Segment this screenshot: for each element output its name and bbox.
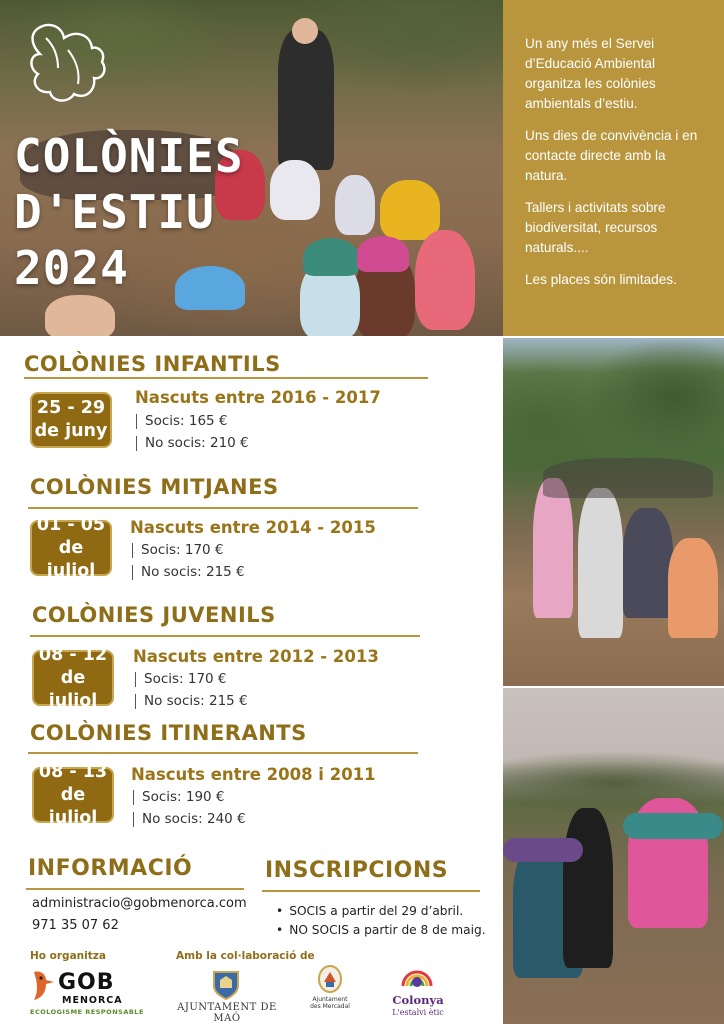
birth-years: Nascuts entre 2008 i 2011 bbox=[131, 765, 376, 784]
date-range: 08 - 13 bbox=[38, 761, 108, 782]
intro-panel bbox=[503, 0, 724, 336]
price-members: Socis: 190 € bbox=[133, 790, 225, 805]
date-badge bbox=[30, 514, 112, 581]
bird-icon bbox=[30, 968, 56, 1002]
list-item: • SOCIS a partir del 29 d’abril. bbox=[276, 902, 486, 921]
birth-years: Nascuts entre 2014 - 2015 bbox=[130, 518, 376, 537]
price-members: Socis: 170 € bbox=[132, 543, 224, 558]
price-members: Socis: 165 € bbox=[136, 414, 228, 429]
intro-paragraph: Tallers i activitats sobre biodiversitat, recursos naturals.... bbox=[525, 200, 666, 255]
birth-years: Nascuts entre 2016 - 2017 bbox=[135, 388, 381, 407]
colonya-rainbow-icon bbox=[400, 962, 434, 992]
hero-title-line3: 2024 bbox=[14, 241, 129, 295]
mercadal-line2: des Mercadal bbox=[310, 1003, 350, 1010]
colonya-logo-tagline: L'estalvi ètic bbox=[392, 1008, 444, 1017]
intro-paragraph: Les places són limitades. bbox=[525, 272, 677, 287]
section-divider bbox=[30, 635, 420, 637]
hero-photo bbox=[0, 0, 503, 336]
registration-title: INSCRIPCIONS bbox=[265, 858, 449, 883]
price-non-members: No socis: 240 € bbox=[133, 812, 246, 827]
hero-title-line1: COLÒNIES bbox=[14, 129, 244, 183]
date-range: 25 - 29 bbox=[36, 398, 106, 418]
date-badge bbox=[32, 644, 114, 711]
gob-logo-tagline: ECOLOGISME RESPONSABLE bbox=[30, 1008, 144, 1016]
price-members: Socis: 170 € bbox=[135, 672, 227, 687]
email-link[interactable]: administracio@gobmenorca.com bbox=[32, 896, 247, 911]
mao-logo-text: AJUNTAMENT DE MAÓ bbox=[177, 1002, 277, 1024]
intro-paragraph: Un any més el Servei d’Educació Ambiental organitza les colònies ambientals d’estiu. bbox=[525, 36, 656, 111]
section-divider bbox=[262, 890, 480, 892]
gob-logo-name: GOB bbox=[58, 970, 115, 995]
section-title-juvenils: COLÒNIES JUVENILS bbox=[32, 603, 276, 627]
section-divider bbox=[24, 377, 428, 379]
hikers-photo bbox=[503, 688, 724, 1024]
intro-paragraph: Uns dies de convivència i en contacte directe amb la natura. bbox=[525, 128, 698, 183]
date-month: de juliol bbox=[46, 537, 96, 581]
gob-logo-region: MENORCA bbox=[62, 995, 123, 1006]
mercadal-line1: Ajuntament bbox=[312, 996, 348, 1003]
phone-number[interactable]: 971 35 07 62 bbox=[32, 918, 119, 933]
price-non-members: No socis: 210 € bbox=[136, 436, 249, 451]
organizer-label: Ho organitza bbox=[30, 950, 106, 962]
date-range: 01 - 05 bbox=[36, 514, 106, 535]
colonya-logo-name: Colonya bbox=[392, 993, 444, 1007]
birth-years: Nascuts entre 2012 - 2013 bbox=[133, 647, 379, 666]
section-divider bbox=[28, 507, 418, 509]
hero-title-line2: D'ESTIU bbox=[14, 185, 215, 239]
date-range: 08 - 12 bbox=[38, 644, 108, 665]
mao-crest-icon bbox=[212, 970, 240, 1000]
registration-list bbox=[276, 902, 486, 940]
date-month: de juliol bbox=[48, 784, 98, 828]
date-badge bbox=[30, 392, 112, 448]
mercadal-crest-icon bbox=[317, 964, 343, 994]
date-month: de juliol bbox=[48, 667, 98, 711]
section-title-infantils: COLÒNIES INFANTILS bbox=[24, 352, 281, 376]
list-item: • NO SOCIS a partir de 8 de maig. bbox=[276, 921, 486, 940]
price-non-members: No socis: 215 € bbox=[132, 565, 245, 580]
section-title-mitjanes: COLÒNIES MITJANES bbox=[30, 475, 279, 499]
mercadal-logo-text bbox=[305, 996, 355, 1010]
collaboration-label: Amb la col·laboració de bbox=[176, 950, 315, 962]
price-non-members: No socis: 215 € bbox=[135, 694, 248, 709]
section-title-itinerants: COLÒNIES ITINERANTS bbox=[30, 721, 307, 745]
section-divider bbox=[26, 888, 244, 890]
children-circle-photo bbox=[503, 338, 724, 686]
section-divider bbox=[28, 752, 418, 754]
info-title: INFORMACIÓ bbox=[28, 856, 193, 881]
date-badge bbox=[32, 761, 114, 828]
hero-title bbox=[14, 128, 244, 296]
puzzle-leaf-logo-icon bbox=[28, 20, 108, 105]
date-month: de juny bbox=[34, 421, 108, 441]
